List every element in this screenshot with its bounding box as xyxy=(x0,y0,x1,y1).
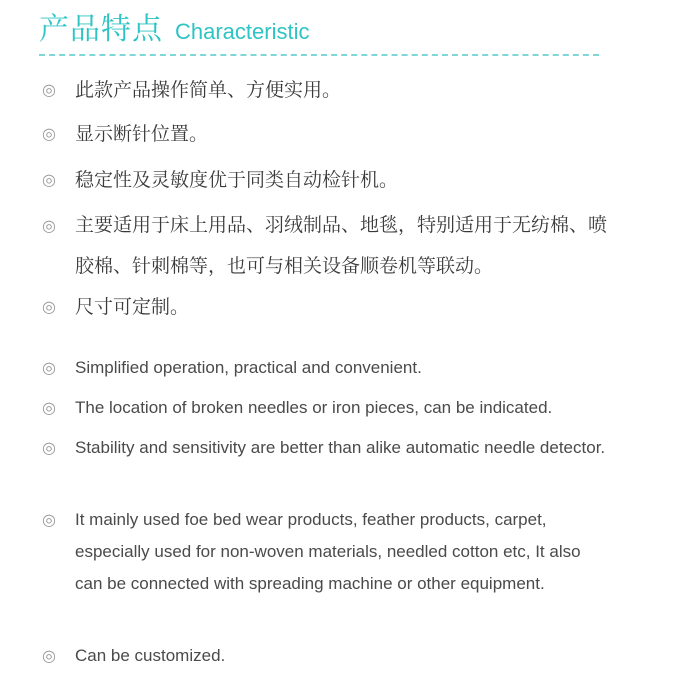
bullet-icon: ◎ xyxy=(42,398,56,417)
characteristic-cn-3: 稳定性及灵敏度优于同类自动检针机。 xyxy=(75,169,399,191)
bullet-icon: ◎ xyxy=(42,80,56,99)
bullet-icon: ◎ xyxy=(42,216,56,235)
bullet-icon: ◎ xyxy=(42,358,56,377)
bullet-icon: ◎ xyxy=(42,170,56,189)
characteristic-cn-2: 显示断针位置。 xyxy=(75,123,209,145)
characteristic-cn-4: 主要适用于床上用品、羽绒制品、地毯，特别适用于无纺棉、喷胶棉、针刺棉等，也可与相关设备顺卷机等联动。 xyxy=(75,214,608,277)
characteristic-en-2: The location of broken needles or iron pieces, can be indicated. xyxy=(75,398,553,417)
characteristic-cn-5: 尺寸可定制。 xyxy=(75,296,190,318)
bullet-icon: ◎ xyxy=(42,646,56,665)
characteristic-en-1: Simplified operation, practical and convenient. xyxy=(75,358,422,377)
section-header xyxy=(39,4,309,48)
dashed-divider xyxy=(39,54,599,56)
section-title-cn: 产品特点 xyxy=(39,12,163,47)
bullet-icon: ◎ xyxy=(42,297,56,316)
characteristic-en-3: Stability and sensitivity are better than alike automatic needle detector. xyxy=(75,438,606,457)
bullet-icon: ◎ xyxy=(42,510,56,529)
bullet-icon: ◎ xyxy=(42,124,56,143)
bullet-icon: ◎ xyxy=(42,438,56,457)
characteristic-en-4: It mainly used foe bed wear products, feather products, carpet, especially used for non-woven materials, needled cotton etc, It also can be connected with spreading machine or other equipment. xyxy=(75,510,581,593)
characteristic-cn-1: 此款产品操作简单、方便实用。 xyxy=(75,79,342,101)
section-title-en: Characteristic xyxy=(175,19,310,44)
characteristic-en-5: Can be customized. xyxy=(75,646,226,665)
